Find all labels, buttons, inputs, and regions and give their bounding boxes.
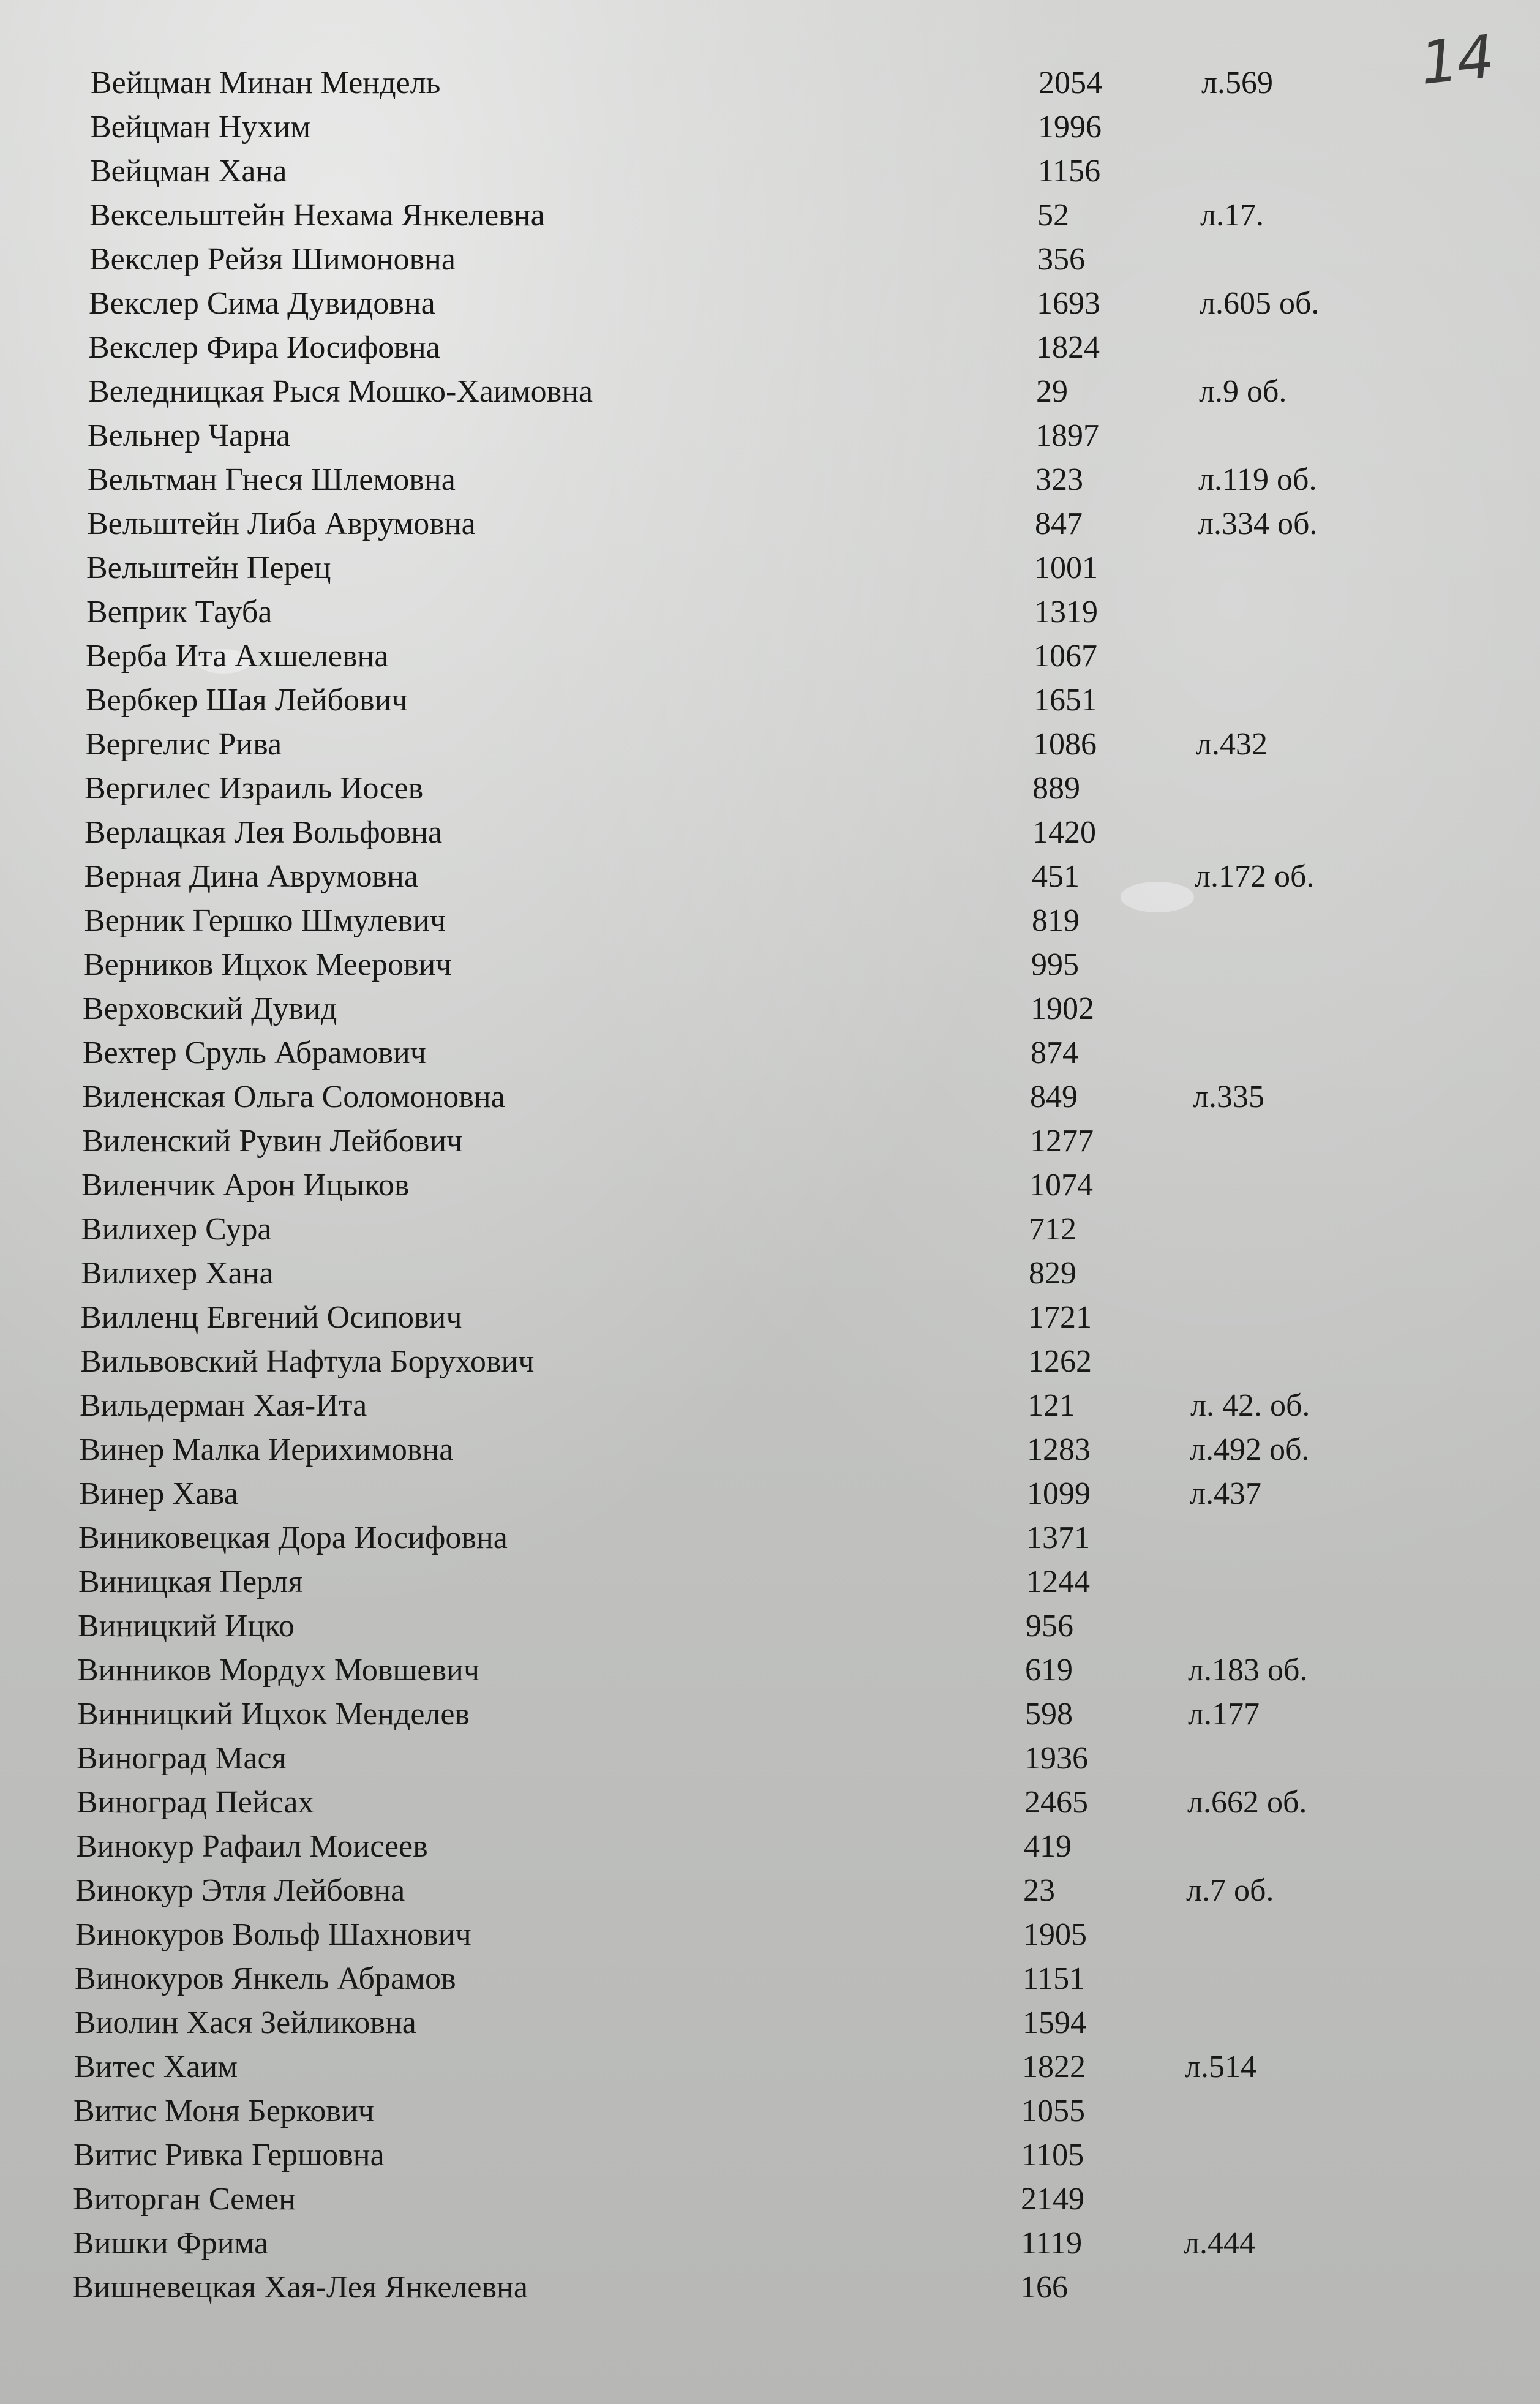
entry-number: 819 — [1032, 903, 1080, 938]
entry-sheet-ref: л.432 — [1196, 727, 1268, 762]
entry-number: 1262 — [1028, 1344, 1092, 1379]
entry-name: Верховский Дувид — [83, 991, 337, 1026]
entry-name: Верба Ита Ахшелевна — [86, 639, 389, 674]
list-item — [0, 282, 1538, 326]
list-item — [0, 1692, 1527, 1737]
entry-sheet-ref: л.444 — [1184, 2226, 1255, 2261]
entry-number: 29 — [1036, 374, 1068, 409]
list-item — [0, 1560, 1528, 1604]
list-item — [0, 1913, 1525, 1957]
list-item — [0, 149, 1539, 193]
list-item — [0, 1340, 1530, 1384]
list-item — [0, 811, 1534, 855]
entry-name: Вельштейн Либа Аврумовна — [87, 506, 476, 541]
list-item — [0, 1781, 1526, 1825]
entry-name: Виницкая Перля — [78, 1564, 303, 1599]
entry-sheet-ref: л.177 — [1188, 1697, 1260, 1732]
entry-sheet-ref: л.569 — [1201, 66, 1273, 100]
list-item — [0, 2089, 1523, 2133]
entry-name: Веприк Тауба — [86, 595, 272, 629]
entry-number: 1420 — [1032, 815, 1096, 850]
list-item — [0, 1737, 1526, 1781]
entry-sheet-ref: л.119 об. — [1198, 462, 1317, 497]
entry-name: Вейцман Минан Мендель — [91, 66, 441, 100]
entry-sheet-ref: л.7 об. — [1186, 1873, 1274, 1908]
entry-sheet-ref: л.183 об. — [1188, 1653, 1308, 1688]
entry-name: Вильвовский Нафтула Борухович — [80, 1344, 535, 1379]
entry-sheet-ref: л.172 об. — [1195, 859, 1315, 894]
list-item — [0, 1031, 1532, 1075]
list-item — [0, 899, 1533, 943]
entry-name: Винницкий Ицхок Менделев — [77, 1697, 470, 1732]
entry-name: Вишки Фрима — [73, 2226, 269, 2261]
entry-number: 356 — [1037, 242, 1085, 277]
list-item — [0, 2133, 1523, 2177]
entry-sheet-ref: л.514 — [1185, 2049, 1256, 2084]
entry-name: Виницкий Ицко — [78, 1609, 295, 1643]
entry-name: Вербкер Шая Лейбович — [86, 683, 408, 718]
entry-name: Виноград Мася — [77, 1741, 287, 1776]
entry-number: 1156 — [1038, 154, 1101, 189]
entry-name: Вергелис Рива — [85, 727, 282, 762]
entry-number: 1086 — [1033, 727, 1097, 762]
list-item — [0, 1163, 1531, 1208]
entry-sheet-ref: л.335 — [1193, 1080, 1264, 1114]
entry-number: 1897 — [1035, 418, 1099, 453]
entry-number: 1055 — [1021, 2094, 1085, 2128]
entry-number: 712 — [1029, 1212, 1076, 1247]
list-item — [0, 2266, 1522, 2310]
entry-sheet-ref: л.9 об. — [1199, 374, 1287, 409]
list-item — [0, 458, 1537, 502]
entry-number: 1119 — [1021, 2226, 1083, 2261]
list-item — [0, 2222, 1522, 2266]
entry-name: Виленский Рувин Лейбович — [82, 1124, 463, 1159]
entry-number: 52 — [1037, 198, 1069, 233]
list-item — [0, 987, 1532, 1031]
entry-number: 166 — [1020, 2270, 1068, 2305]
entry-name: Вишневецкая Хая-Лея Янкелевна — [72, 2270, 528, 2305]
entry-number: 1594 — [1023, 2005, 1086, 2040]
entry-number: 1067 — [1034, 639, 1097, 674]
entry-number: 121 — [1027, 1388, 1075, 1423]
entry-number: 1001 — [1034, 550, 1098, 585]
entry-number: 1099 — [1027, 1476, 1091, 1511]
list-item — [0, 1604, 1527, 1648]
entry-number: 451 — [1032, 859, 1080, 894]
entry-name: Вилихер Хана — [81, 1256, 274, 1291]
list-item — [0, 1648, 1527, 1692]
entry-name: Вехтер Сруль Абрамович — [83, 1035, 426, 1070]
entry-name: Верлацкая Лея Вольфовна — [85, 815, 443, 850]
entry-name: Винников Мордух Мовшевич — [77, 1653, 480, 1688]
entry-name: Верников Ицхок Меерович — [83, 947, 452, 982]
entry-name: Витис Ривка Гершовна — [73, 2138, 385, 2173]
entry-name: Вергилес Израиль Иосев — [85, 771, 424, 806]
entry-name: Винокуров Янкель Абрамов — [75, 1961, 456, 1996]
entry-name: Виторган Семен — [73, 2182, 296, 2217]
list-item — [0, 326, 1538, 370]
entry-number: 1996 — [1038, 110, 1102, 145]
entry-number: 323 — [1035, 462, 1083, 497]
entry-name: Винокур Рафаил Моисеев — [76, 1829, 428, 1864]
entry-sheet-ref: л.17. — [1200, 198, 1264, 233]
entry-number: 874 — [1031, 1035, 1078, 1070]
entry-name: Вилихер Сура — [81, 1212, 272, 1247]
entry-name: Вексельштейн Нехама Янкелевна — [89, 198, 545, 233]
entry-name: Винокур Этля Лейбовна — [75, 1873, 405, 1908]
entry-name: Верник Гершко Шмулевич — [84, 903, 446, 938]
entry-name: Виленская Ольга Соломоновна — [82, 1080, 505, 1114]
entry-number: 1822 — [1022, 2049, 1086, 2084]
entry-number: 1074 — [1029, 1168, 1093, 1203]
list-item — [0, 590, 1536, 634]
entry-name: Вельштейн Перец — [86, 550, 331, 585]
list-item — [0, 1957, 1524, 2001]
entry-number: 2149 — [1021, 2182, 1084, 2217]
list-item — [0, 1516, 1528, 1560]
entry-name: Векслер Рейзя Шимоновна — [89, 242, 456, 277]
entry-name: Виниковецкая Дора Иосифовна — [78, 1520, 508, 1555]
entry-number: 1371 — [1026, 1520, 1090, 1555]
entry-number: 598 — [1025, 1697, 1073, 1732]
entry-name: Вельнер Чарна — [88, 418, 291, 453]
entry-number: 1651 — [1034, 683, 1097, 718]
entry-number: 1105 — [1021, 2138, 1084, 2173]
list-item — [0, 634, 1535, 678]
entry-number: 619 — [1025, 1653, 1073, 1688]
entry-name: Витес Хаим — [74, 2049, 238, 2084]
list-item — [0, 1869, 1525, 1913]
entry-sheet-ref: л.437 — [1190, 1476, 1261, 1511]
list-item — [0, 502, 1536, 546]
list-item — [0, 1252, 1530, 1296]
list-item — [0, 723, 1534, 767]
list-item — [0, 1472, 1528, 1516]
entry-number: 2465 — [1024, 1785, 1088, 1820]
entry-number: 829 — [1029, 1256, 1076, 1291]
entry-number: 2054 — [1039, 66, 1102, 100]
entry-number: 1693 — [1037, 286, 1100, 321]
entry-name: Витис Моня Беркович — [73, 2094, 374, 2128]
list-item — [0, 193, 1539, 238]
entry-number: 956 — [1026, 1609, 1073, 1643]
list-item — [0, 855, 1533, 899]
list-item — [0, 61, 1540, 105]
list-item — [0, 943, 1533, 987]
entry-number: 1902 — [1031, 991, 1094, 1026]
entry-number: 849 — [1030, 1080, 1078, 1114]
entry-name: Вилленц Евгений Осипович — [80, 1300, 462, 1335]
entry-sheet-ref: л.662 об. — [1187, 1785, 1307, 1820]
entry-name: Виленчик Арон Ицыков — [81, 1168, 410, 1203]
list-item — [0, 1119, 1531, 1163]
list-item — [0, 1075, 1531, 1119]
entry-number: 419 — [1024, 1829, 1072, 1864]
entry-name: Виноград Пейсах — [77, 1785, 314, 1820]
list-item — [0, 1428, 1528, 1472]
entry-number: 889 — [1032, 771, 1080, 806]
entry-sheet-ref: л.334 об. — [1198, 506, 1318, 541]
entry-sheet-ref: л. 42. об. — [1190, 1388, 1310, 1423]
entry-number: 1277 — [1030, 1124, 1094, 1159]
entry-number: 1244 — [1026, 1564, 1090, 1599]
entry-number: 847 — [1035, 506, 1083, 541]
entry-name: Веледницкая Рыся Мошко-Хаимовна — [88, 374, 593, 409]
name-list — [0, 61, 1540, 2310]
list-item — [0, 546, 1536, 590]
entry-number: 1721 — [1028, 1300, 1092, 1335]
entry-name: Виолин Хася Зейликовна — [75, 2005, 416, 2040]
entry-number: 23 — [1023, 1873, 1055, 1908]
entry-name: Векслер Сима Дувидовна — [89, 286, 435, 321]
list-item — [0, 1825, 1525, 1869]
entry-sheet-ref: л.492 об. — [1190, 1432, 1310, 1467]
entry-name: Верная Дина Аврумовна — [84, 859, 418, 894]
list-item — [0, 2045, 1523, 2089]
list-item — [0, 414, 1537, 458]
entry-number: 995 — [1031, 947, 1079, 982]
list-item — [0, 678, 1535, 723]
entry-name: Винер Хава — [79, 1476, 238, 1511]
entry-number: 1319 — [1034, 595, 1098, 629]
entry-number: 1936 — [1024, 1741, 1088, 1776]
entry-sheet-ref: л.605 об. — [1200, 286, 1320, 321]
page-number: 14 — [1417, 22, 1497, 98]
entry-number: 1905 — [1023, 1917, 1087, 1952]
entry-name: Винокуров Вольф Шахнович — [75, 1917, 471, 1952]
entry-name: Вейцман Хана — [90, 154, 287, 189]
entry-number: 1283 — [1027, 1432, 1091, 1467]
entry-name: Вельтман Гнеся Шлемовна — [88, 462, 456, 497]
list-item — [0, 105, 1539, 149]
list-item — [0, 767, 1534, 811]
entry-number: 1151 — [1023, 1961, 1086, 1996]
entry-name: Винер Малка Иерихимовна — [79, 1432, 454, 1467]
list-item — [0, 2177, 1522, 2222]
list-item — [0, 1208, 1530, 1252]
list-item — [0, 1296, 1530, 1340]
list-item — [0, 1384, 1529, 1428]
list-item — [0, 2001, 1524, 2045]
entry-name: Вейцман Нухим — [90, 110, 311, 145]
list-item — [0, 238, 1539, 282]
list-item — [0, 370, 1538, 414]
entry-number: 1824 — [1036, 330, 1100, 365]
entry-name: Вильдерман Хая-Ита — [80, 1388, 367, 1423]
entry-name: Векслер Фира Иосифовна — [88, 330, 440, 365]
